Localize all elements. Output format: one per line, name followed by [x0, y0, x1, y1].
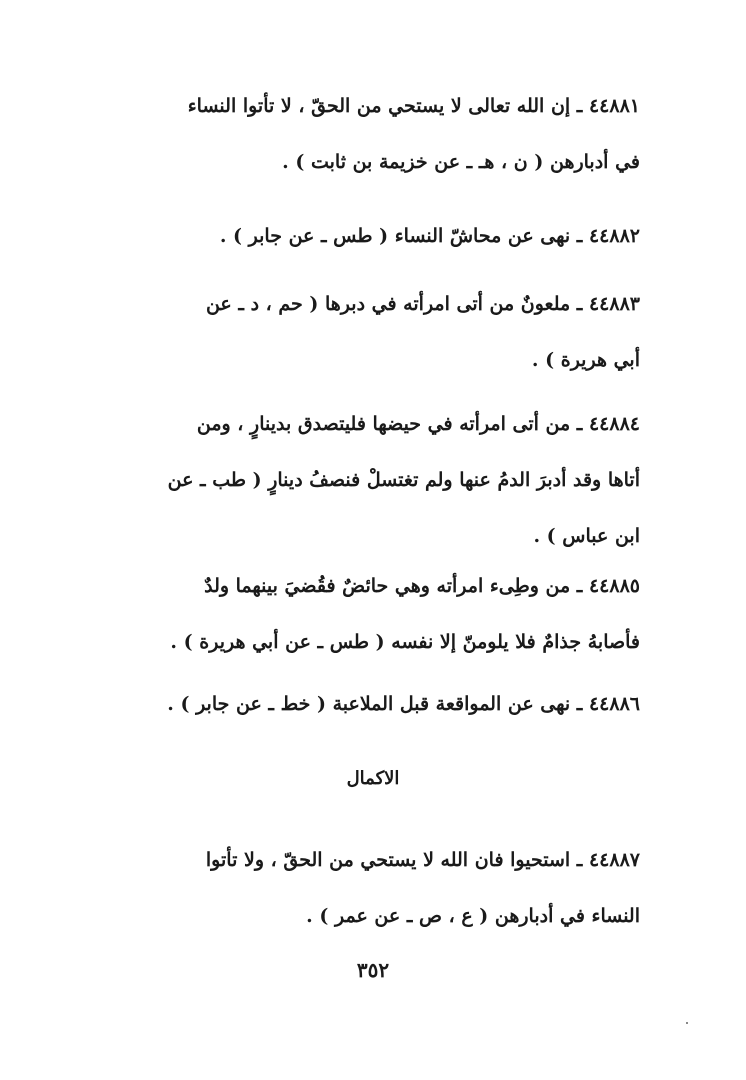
hadith-entry-44882 — [60, 208, 640, 264]
entry-line: النساء في أدبارهن ( ع ، ص ـ عن عمر ) . — [306, 905, 640, 927]
margin-mark — [686, 1022, 688, 1024]
hadith-entry-44887 — [60, 832, 640, 944]
entry-line: ٤٤٨٨٦ ـ نهى عن المواقعة قبل الملاعبة ( خط ـ عن جابر ) . — [167, 693, 640, 715]
entry-line: أبي هريرة ) . — [531, 349, 640, 371]
hadith-entry-44883 — [60, 276, 640, 388]
entry-line: ٤٤٨٨٥ ـ من وطِىء امرأته وهي حائضٌ فقُضيَ بينهما ولدٌ — [204, 575, 640, 597]
entry-line: ٤٤٨٨١ ـ إن الله تعالى لا يستحي من الحقّ ، لا تأتوا النساء — [187, 95, 640, 117]
hadith-entry-44886 — [60, 676, 640, 732]
entry-line: أتاها وقد أدبرَ الدمُ عنها ولم تغتسلْ فنصفُ دينارٍ ( طب ـ عن — [167, 469, 640, 491]
hadith-entry-44881 — [60, 78, 640, 190]
entry-line: ابن عباس ) . — [533, 525, 640, 547]
hadith-entry-44884 — [60, 396, 640, 564]
hadith-entry-44885 — [60, 558, 640, 670]
entry-line: ٤٤٨٨٤ ـ من أتى امرأته في حيضها فليتصدق بدينارٍ ، ومن — [196, 413, 640, 435]
entry-line: ٤٤٨٨٣ ـ ملعونٌ من أتى امرأته في دبرها ( حم ، د ـ عن — [205, 293, 640, 315]
entry-line: ٤٤٨٨٢ ـ نهى عن محاشّ النساء ( طس ـ عن جابر ) . — [219, 225, 640, 247]
entry-line: فأصابهُ جذامٌ فلا يلومنّ إلا نفسه ( طس ـ عن أبي هريرة ) . — [170, 631, 640, 653]
entry-line: في أدبارهن ( ن ، هـ ـ عن خزيمة بن ثابت ) . — [282, 151, 640, 173]
section-title: الاكمال — [346, 768, 400, 789]
page-number: ٣٥٢ — [356, 958, 390, 982]
entry-line: ٤٤٨٨٧ ـ استحيوا فان الله لا يستحي من الحقّ ، ولا تأتوا — [205, 849, 640, 871]
